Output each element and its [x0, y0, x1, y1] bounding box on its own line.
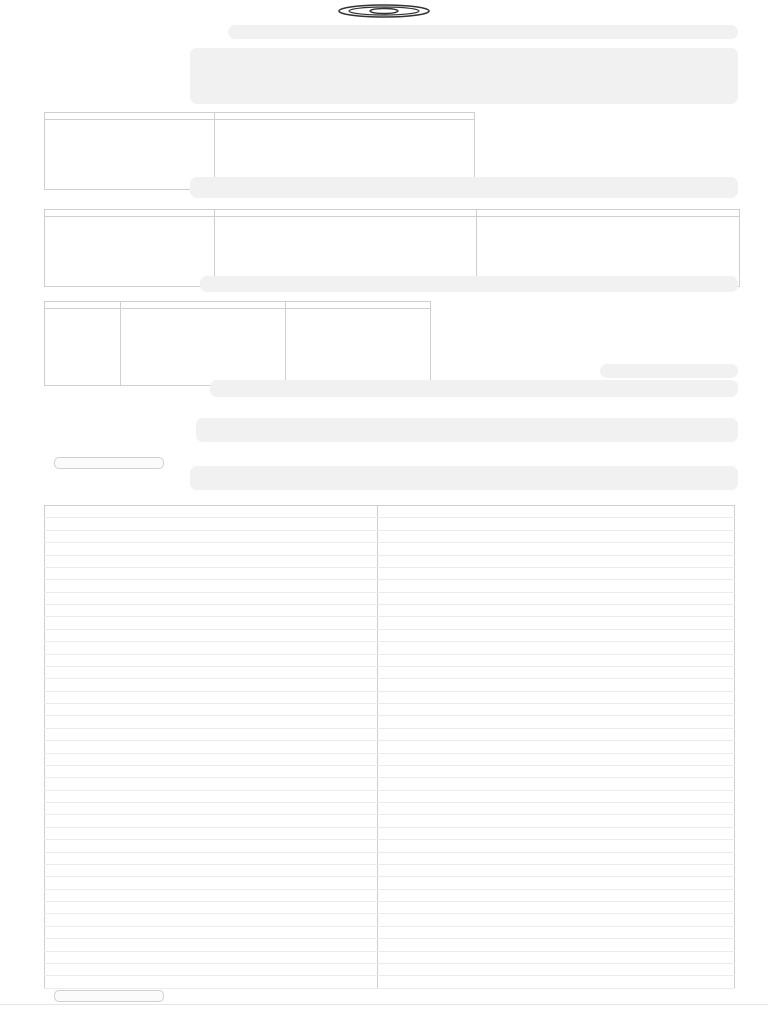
- table-cell: [45, 217, 215, 224]
- table-row: [45, 134, 475, 141]
- user-message: [190, 177, 738, 198]
- table-row: [45, 316, 431, 323]
- table-row: [45, 330, 431, 337]
- table-row: [45, 691, 735, 703]
- table-cell: [215, 141, 475, 148]
- table-cell: [45, 141, 215, 148]
- assistant-text: [44, 104, 724, 112]
- table-row: [45, 617, 735, 629]
- table-cell: [45, 939, 378, 951]
- table-row: [45, 778, 735, 790]
- table-row: [45, 666, 735, 678]
- table-row: [45, 231, 740, 238]
- table-cell: [215, 231, 477, 238]
- table-cell: [477, 245, 740, 252]
- table-cell: [45, 330, 121, 337]
- user-message: [196, 418, 738, 442]
- table-cell: [45, 617, 378, 629]
- table-row: [45, 141, 475, 148]
- table-cell: [45, 827, 378, 839]
- table-cell: [378, 926, 735, 938]
- table-cell: [378, 580, 735, 592]
- table-cell: [45, 555, 378, 567]
- table-cell: [45, 852, 378, 864]
- table-cell: [286, 330, 431, 337]
- table-cell: [378, 852, 735, 864]
- table-cell: [45, 716, 378, 728]
- table-cell: [378, 691, 735, 703]
- table-cell: [378, 728, 735, 740]
- table-row: [45, 741, 735, 753]
- table-cell: [45, 543, 378, 555]
- table-cell: [378, 629, 735, 641]
- table-cell: [45, 790, 378, 802]
- table-cell: [378, 963, 735, 975]
- table-cell: [45, 778, 378, 790]
- table-cell: [45, 176, 215, 183]
- table-header-row: [45, 113, 475, 120]
- table-cell: [45, 914, 378, 926]
- table-row: [45, 337, 431, 344]
- table-cell: [378, 889, 735, 901]
- table-cell: [45, 728, 378, 740]
- table-cell: [121, 323, 286, 330]
- table-cell: [286, 323, 431, 330]
- table-cell: [378, 803, 735, 815]
- assistant-text: [44, 447, 724, 455]
- table-cell: [45, 840, 378, 852]
- table-cell: [378, 877, 735, 889]
- table-cell: [215, 148, 475, 155]
- table-row: [45, 765, 735, 777]
- table-cell: [378, 864, 735, 876]
- table-row: [45, 790, 735, 802]
- table-cell: [45, 691, 378, 703]
- table-cell: [286, 337, 431, 344]
- table-cell: [45, 337, 121, 344]
- table-row: [45, 323, 431, 330]
- table-cell: [378, 679, 735, 691]
- table-row: [45, 148, 475, 155]
- table-row: [45, 679, 735, 691]
- table-cell: [121, 337, 286, 344]
- table-cell: [45, 654, 378, 666]
- table-cell: [215, 127, 475, 134]
- table-cell: [45, 963, 378, 975]
- table-cell: [121, 309, 286, 316]
- assistant-text: [44, 258, 724, 266]
- table-cell: [215, 238, 477, 245]
- assistant-text: [44, 168, 724, 176]
- table-cell: [45, 666, 378, 678]
- table-row: [45, 840, 735, 852]
- assistant-text: [44, 266, 724, 274]
- table-header-cell: [45, 210, 215, 217]
- user-message: [200, 276, 738, 292]
- table-row: [45, 530, 735, 542]
- table-cell: [286, 309, 431, 316]
- table-cell: [45, 704, 378, 716]
- table-row: [45, 827, 735, 839]
- table-row: [45, 629, 735, 641]
- table-cell: [45, 753, 378, 765]
- table-cell: [378, 840, 735, 852]
- table-cell: [378, 617, 735, 629]
- table-cell: [378, 741, 735, 753]
- assistant-text: [44, 494, 724, 502]
- table-header-row: [45, 506, 735, 518]
- table-cell: [215, 245, 477, 252]
- assistant-text: [44, 160, 724, 168]
- data-table: [44, 505, 735, 989]
- table-cell: [45, 316, 121, 323]
- table-cell: [45, 889, 378, 901]
- table-cell: [45, 902, 378, 914]
- table-row: [45, 518, 735, 530]
- table-cell: [378, 642, 735, 654]
- table-cell: [45, 642, 378, 654]
- table-row: [45, 309, 431, 316]
- table-cell: [378, 827, 735, 839]
- table-row: [45, 555, 735, 567]
- table-row: [45, 654, 735, 666]
- table-header-cell: [121, 302, 286, 309]
- table-row: [45, 963, 735, 975]
- table-cell: [45, 530, 378, 542]
- table-cell: [477, 231, 740, 238]
- table-cell: [378, 815, 735, 827]
- footer-divider: [0, 1004, 768, 1005]
- table-cell: [45, 120, 215, 127]
- table-cell: [45, 592, 378, 604]
- user-message: [190, 466, 738, 490]
- table-cell: [45, 926, 378, 938]
- table-row: [45, 889, 735, 901]
- table-row: [45, 580, 735, 592]
- table-cell: [378, 778, 735, 790]
- table-header-cell: [45, 302, 121, 309]
- table-cell: [378, 654, 735, 666]
- table-cell: [45, 280, 215, 287]
- table-row: [45, 852, 735, 864]
- user-message: [210, 380, 738, 397]
- table-cell: [45, 765, 378, 777]
- table-row: [45, 642, 735, 654]
- table-cell: [378, 605, 735, 617]
- table-cell: [477, 224, 740, 231]
- table-cell: [378, 902, 735, 914]
- table-cell: [477, 238, 740, 245]
- table-row: [45, 939, 735, 951]
- table-row: [45, 976, 735, 989]
- assistant-text: [44, 38, 724, 46]
- table-row: [45, 815, 735, 827]
- table-cell: [378, 543, 735, 555]
- table-cell: [45, 127, 215, 134]
- table-cell: [215, 134, 475, 141]
- table-cell: [45, 148, 215, 155]
- assistant-text: [44, 408, 724, 416]
- table-cell: [45, 134, 215, 141]
- table-row: [45, 605, 735, 617]
- table-header-cell: [45, 506, 378, 518]
- table-cell: [215, 217, 477, 224]
- table-header-row: [45, 210, 740, 217]
- table-row: [45, 728, 735, 740]
- table-cell: [45, 864, 378, 876]
- table-cell: [45, 951, 378, 963]
- copy-button[interactable]: [54, 457, 164, 469]
- table-cell: [45, 238, 215, 245]
- table-cell: [45, 309, 121, 316]
- table-cell: [45, 741, 378, 753]
- table-cell: [45, 231, 215, 238]
- table-cell: [378, 555, 735, 567]
- table-row: [45, 245, 740, 252]
- table-row: [45, 902, 735, 914]
- table-cell: [378, 666, 735, 678]
- table-cell: [121, 316, 286, 323]
- table-row: [45, 914, 735, 926]
- table-cell: [378, 530, 735, 542]
- table-cell: [477, 217, 740, 224]
- table-row: [45, 753, 735, 765]
- table-cell: [215, 120, 475, 127]
- table-cell: [45, 629, 378, 641]
- table-row: [45, 803, 735, 815]
- table-header-cell: [477, 210, 740, 217]
- table-cell: [45, 567, 378, 579]
- table-cell: [215, 224, 477, 231]
- site-logo[interactable]: [337, 4, 431, 18]
- assistant-text: [44, 350, 724, 358]
- table-row: [45, 716, 735, 728]
- table-cell: [378, 567, 735, 579]
- table-cell: [378, 716, 735, 728]
- assistant-text: [44, 201, 724, 209]
- table-cell: [378, 753, 735, 765]
- user-message: [190, 48, 738, 104]
- table-row: [45, 238, 740, 245]
- table-cell: [45, 815, 378, 827]
- table-cell: [45, 976, 378, 989]
- table-row: [45, 877, 735, 889]
- table-row: [45, 127, 475, 134]
- table-row: [45, 224, 740, 231]
- logo-icon: [337, 4, 431, 18]
- table-header-cell: [215, 210, 477, 217]
- table-cell: [45, 580, 378, 592]
- table-row: [45, 120, 475, 127]
- table-header-cell: [378, 506, 735, 518]
- table-cell: [286, 316, 431, 323]
- table-cell: [378, 790, 735, 802]
- table-cell: [378, 914, 735, 926]
- table-cell: [45, 323, 121, 330]
- table-header-cell: [45, 113, 215, 120]
- table-row: [45, 592, 735, 604]
- table-header-cell: [215, 113, 475, 120]
- table-row: [45, 704, 735, 716]
- copy-button[interactable]: [54, 990, 164, 1002]
- table-cell: [45, 877, 378, 889]
- table-cell: [378, 704, 735, 716]
- table-row: [45, 926, 735, 938]
- table-header-row: [45, 302, 431, 309]
- table-row: [45, 864, 735, 876]
- assistant-text: [44, 400, 724, 408]
- table-cell: [45, 245, 215, 252]
- table-cell: [45, 518, 378, 530]
- table-cell: [45, 605, 378, 617]
- table-row: [45, 951, 735, 963]
- table-cell: [378, 592, 735, 604]
- table-cell: [45, 183, 215, 190]
- table-cell: [378, 951, 735, 963]
- table-cell: [378, 939, 735, 951]
- table-cell: [45, 803, 378, 815]
- table-cell: [378, 976, 735, 989]
- table-row: [45, 217, 740, 224]
- table-header-cell: [286, 302, 431, 309]
- table-cell: [121, 330, 286, 337]
- table-cell: [378, 518, 735, 530]
- user-message: [228, 25, 738, 39]
- table-row: [45, 567, 735, 579]
- table-cell: [45, 679, 378, 691]
- table-cell: [45, 224, 215, 231]
- table-row: [45, 543, 735, 555]
- table-cell: [378, 765, 735, 777]
